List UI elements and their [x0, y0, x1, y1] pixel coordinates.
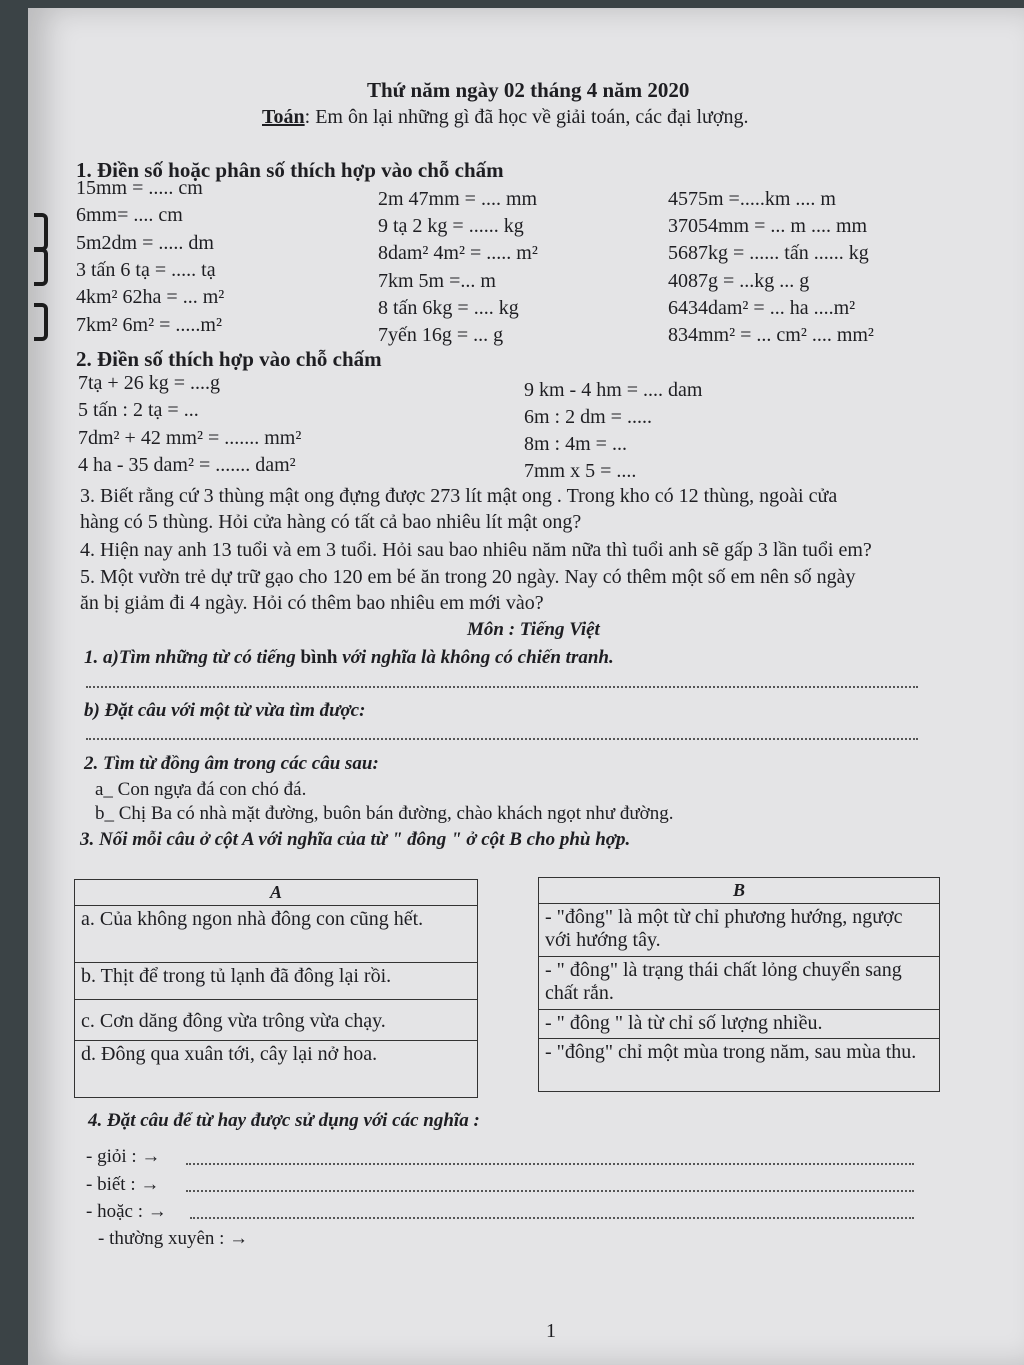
math-q1-item: 2m 47mm = .... mm: [378, 188, 538, 210]
math-q1-item: 4087g = ...kg ... g: [668, 270, 810, 292]
math-q1-item: 4km² 62ha = ... m²: [76, 286, 225, 308]
math-q1-item: 5687kg = ...... tấn ...... kg: [668, 242, 869, 264]
viet-q4-item: - giỏi : →: [86, 1146, 161, 1167]
column-a-row[interactable]: d. Đông qua xuân tới, cây lại nở hoa.: [75, 1041, 478, 1098]
answer-line[interactable]: [86, 738, 918, 740]
column-a-header: A: [75, 880, 478, 906]
math-q1-item: 834mm² = ... cm² .... mm²: [668, 324, 874, 346]
column-a-row[interactable]: b. Thịt để trong tủ lạnh đã đông lại rồi.: [75, 963, 478, 1000]
math-q1-item: 7km 5m =... m: [378, 270, 496, 292]
column-a-table: [74, 879, 478, 1098]
answer-line[interactable]: [190, 1217, 914, 1219]
math-q1-item: 4575m =.....km .... m: [668, 188, 836, 210]
math-q2-item: 7mm x 5 = ....: [524, 460, 637, 482]
math-q3: 3. Biết rằng cứ 3 thùng mật ong đựng được 273 lít mật ong . Trong kho có 12 thùng, ngoài cửa: [80, 485, 838, 507]
column-b-row[interactable]: - " đông" là trạng thái chất lỏng chuyển sang chất rắn.: [539, 957, 940, 1010]
math-q1-item: 8 tấn 6kg = .... kg: [378, 297, 519, 319]
vietnamese-heading: Môn : Tiếng Việt: [467, 619, 600, 640]
math-q1-item: 7km² 6m² = .....m²: [76, 314, 222, 336]
viet-q2-sentence-b: b_ Chị Ba có nhà mặt đường, buôn bán đường, chào khách ngọt như đường.: [95, 803, 674, 824]
column-a-row[interactable]: c. Cơn dăng đông vừa trông vừa chạy.: [75, 1000, 478, 1041]
subject-line: [262, 106, 748, 129]
math-q1-item: 6mm= .... cm: [76, 204, 183, 226]
column-b-table: [538, 877, 940, 1092]
column-b-row[interactable]: - " đông " là từ chỉ số lượng nhiều.: [539, 1010, 940, 1039]
math-q1-item: 7yến 16g = ... g: [378, 324, 504, 346]
math-q1-item: 15mm = ..... cm: [76, 177, 203, 199]
date-heading: Thứ năm ngày 02 tháng 4 năm 2020: [367, 78, 690, 102]
math-q2-item: 4 ha - 35 dam² = ....... dam²: [78, 454, 296, 476]
math-q2-item: 9 km - 4 hm = .... dam: [524, 379, 703, 401]
math-q3-cont: hàng có 5 thùng. Hỏi cửa hàng có tất cả bao nhiêu lít mật ong?: [80, 511, 582, 533]
page-number: 1: [546, 1320, 556, 1342]
math-q2-item: 5 tấn : 2 tạ = ...: [78, 399, 199, 421]
subject-description: : Em ôn lại những gì đã học về giải toán, các đại lượng.: [304, 106, 749, 128]
math-q2-item: 7tạ + 26 kg = ....g: [78, 372, 220, 394]
column-b-row[interactable]: - "đông" là một từ chỉ phương hướng, ngược với hướng tây.: [539, 904, 940, 957]
math-q1-item: 9 tạ 2 kg = ...... kg: [378, 215, 524, 237]
math-q2-item: 6m : 2 dm = .....: [524, 406, 652, 428]
math-q2-title: 2. Điền số thích hợp vào chỗ chấm: [76, 347, 382, 371]
math-q1-item: 5m2dm = ..... dm: [76, 232, 214, 254]
viet-q4-item: - biết : →: [86, 1174, 160, 1195]
math-q2-item: 7dm² + 42 mm² = ....... mm²: [78, 427, 302, 449]
viet-q4-item: - thường xuyên : →: [98, 1228, 249, 1249]
viet-q4-title: 4. Đặt câu để từ hay được sử dụng với các nghĩa :: [88, 1110, 480, 1131]
viet-q2-title: 2. Tìm từ đồng âm trong các câu sau:: [84, 753, 379, 774]
binder-clip: [34, 303, 48, 341]
viet-q1a-text: 1. a)Tìm những từ có tiếng: [84, 647, 301, 668]
math-q1-item: 3 tấn 6 tạ = ..... tạ: [76, 259, 216, 281]
math-q4: 4. Hiện nay anh 13 tuổi và em 3 tuổi. Hỏi sau bao nhiêu năm nữa thì tuổi anh sẽ gấp 3 lần tuổi em?: [80, 539, 872, 561]
math-q1-item: 37054mm = ... m .... mm: [668, 215, 868, 237]
subject-label: Toán: [262, 106, 305, 128]
math-q5-cont: ăn bị giảm đi 4 ngày. Hỏi có thêm bao nhiêu em mới vào?: [80, 592, 544, 614]
math-q1-item: 6434dam² = ... ha ....m²: [668, 297, 856, 319]
math-q1-item: 8dam² 4m² = ..... m²: [378, 242, 538, 264]
column-b-row[interactable]: - "đông" chỉ một mùa trong năm, sau mùa thu.: [539, 1039, 940, 1092]
math-q1-title: 1. Điền số hoặc phân số thích hợp vào chỗ chấm: [76, 158, 504, 182]
answer-line[interactable]: [86, 686, 918, 688]
math-q2-item: 8m : 4m = ...: [524, 433, 627, 455]
binder-clip: [34, 213, 48, 251]
answer-line[interactable]: [186, 1190, 914, 1192]
viet-q4-item: - hoặc : →: [86, 1201, 167, 1222]
viet-q1a-text: với nghĩa là không có chiến tranh.: [337, 647, 614, 668]
column-a-row[interactable]: a. Của không ngon nhà đông con cũng hết.: [75, 906, 478, 963]
viet-q2-sentence-a: a_ Con ngựa đá con chó đá.: [95, 779, 307, 800]
binder-clip: [34, 248, 48, 286]
viet-q1a-keyword: bình: [300, 647, 338, 668]
viet-q1a: [84, 647, 614, 669]
answer-line[interactable]: [186, 1163, 914, 1165]
math-q5: 5. Một vườn trẻ dự trữ gạo cho 120 em bé ăn trong 20 ngày. Nay có thêm một số em nên số ngày: [80, 566, 856, 588]
column-b-header: B: [539, 878, 940, 904]
viet-q3-title: 3. Nối mỗi câu ở cột A với nghĩa của từ " đông " ở cột B cho phù hợp.: [80, 829, 631, 850]
viet-q1b: b) Đặt câu với một từ vừa tìm được:: [84, 700, 366, 721]
